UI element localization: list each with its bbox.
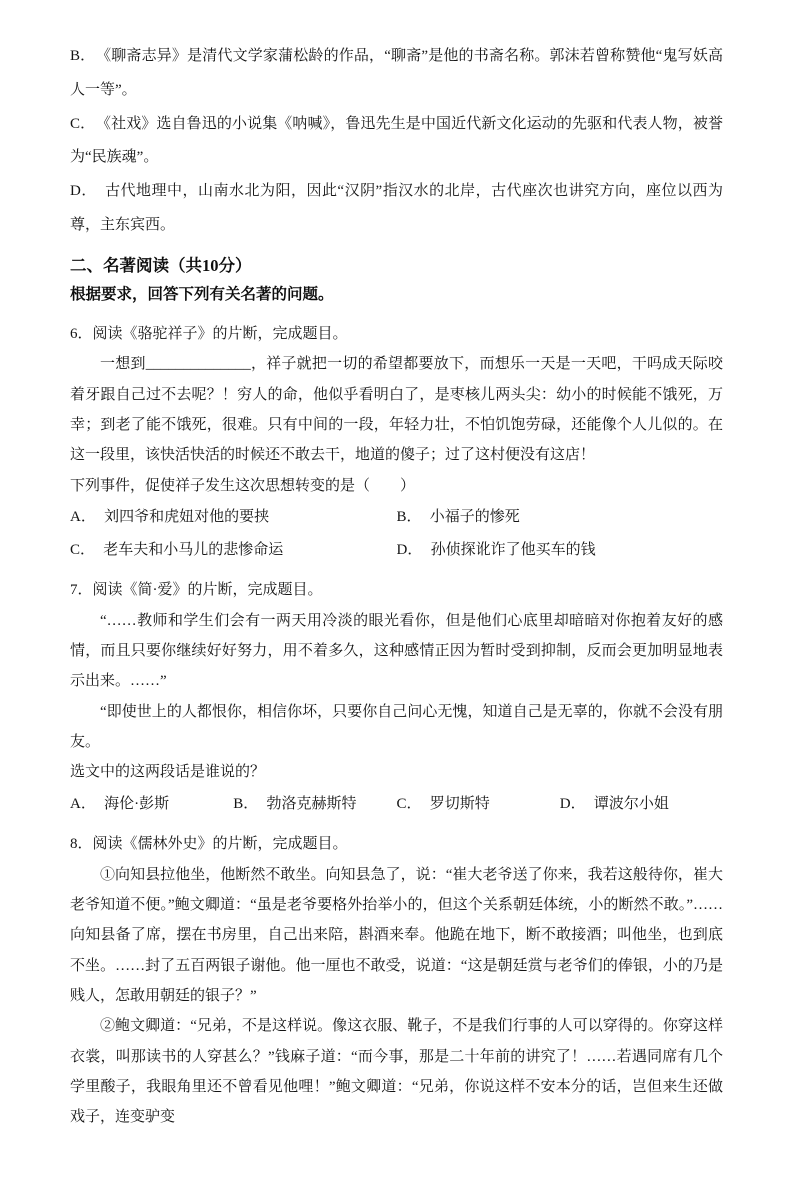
option-a-text: 海伦·彭斯 (104, 795, 170, 812)
question5-option-b (70, 40, 723, 108)
option-c-label: C． (70, 115, 96, 132)
question-7-option-b (233, 788, 396, 820)
option-b-text: 《聊斋志异》是清代文学家蒲松龄的作品，“聊斋”是他的书斋名称。郭沫若曾称赞他“鬼写妖高人一等”。 (70, 48, 723, 98)
question5-option-c (70, 108, 723, 176)
question-7-option-d (560, 788, 723, 820)
option-d-label: D． (70, 183, 97, 199)
section-instructions: 根据要求，回答下列有关名著的问题。 (70, 286, 334, 304)
question-7-heading: 7．阅读《简·爱》的片断，完成题目。 (70, 581, 323, 598)
option-d-text: 古代地理中，山南水北为阳，因此“汉阴”指汉水的北岸，古代座次也讲究方向，座位以西为尊，主东宾西。 (70, 183, 723, 233)
question-6-option-c (70, 534, 397, 566)
section-heading: 二、名著阅读（共10分） (70, 255, 252, 275)
option-b-label: B． (396, 509, 422, 526)
option-a-label: A． (70, 509, 96, 526)
question5-option-d (70, 175, 723, 243)
option-c-text: 罗切斯特 (429, 795, 490, 812)
question-8-heading: 8．阅读《儒林外史》的片断，完成题目。 (70, 836, 348, 853)
question-6-stem: 下列事件，促使祥子发生这次思想转变的是（ ） (70, 477, 416, 494)
question-8-passage-2: ②鲍文卿道：“兄弟，不是这样说。像这衣服、靴子，不是我们行事的人可以穿得的。你穿这样衣裳，叫那读书的人穿甚么？”钱麻子道：“而今事，那是二十年前的讲究了！……若遇同席有几个学里酸子，我眼角里还不曾看见他哩！”鲍文卿道：“兄弟，你说这样不安本分的话，岂但来生还做戏子，连变驴变 (70, 1018, 723, 1126)
option-d-text: 孙侦探讹诈了他买车的钱 (430, 541, 596, 558)
question-6-option-b (397, 501, 724, 533)
question-6-passage: 一想到______________，祥子就把一切的希望都要放下，而想乐一天是一天吧，干吗成天际咬着牙跟自己过不去呢？！穷人的命，他似乎看明白了，是枣核儿两头尖：幼小的时候能不饿死，万幸；到老了能不饿死，很难。只有中间的一段，年轻力壮，不怕饥饱劳碌，还能像个人儿似的。在这一段里，该快活快活的时候还不敢去干，地道的傻子；过了这村便没有这店！ (70, 356, 723, 464)
question-7-passage-1: “……教师和学生们会有一两天用冷淡的眼光看你，但是他们心底里却暗暗对你抱着友好的感情，而且只要你继续好好努力，用不着多久，这种感情正因为暂时受到抑制，反而会更加明显地表示出来。……” (70, 612, 723, 690)
option-d-label: D． (559, 795, 586, 812)
option-b-label: B． (233, 795, 259, 812)
option-b-label: B． (70, 48, 96, 64)
question-7 (70, 575, 723, 820)
question-8-passage-1: ①向知县拉他坐，他断然不敢坐。向知县急了，说：“崔大老爷送了你来，我若这般待你，崔大老爷知道不便。”鲍文卿道：“虽是老爷要格外抬举小的，但这个关系朝廷体统，小的断然不敢。”……向知县备了席，摆在书房里，自己出来陪，斟酒来奉。他跪在地下，断不敢接酒；叫他坐，也到底不坐。……封了五百两银子谢他。他一厘也不敢受，说道：“这是朝廷赏与老爷们的俸银，小的乃是贱人，怎敢用朝廷的银子？” (70, 866, 723, 1005)
option-b-text: 勃洛克赫斯特 (266, 795, 357, 812)
option-a-label: A． (70, 795, 96, 812)
question-7-stem: 选文中的这两段话是谁说的？ (70, 764, 266, 781)
question-6 (70, 319, 723, 566)
option-c-text: 《社戏》选自鲁迅的小说集《呐喊》，鲁迅先生是中国近代新文化运动的先驱和代表人物，被誉为“民族魂”。 (70, 115, 723, 166)
question-7-options (70, 788, 723, 820)
question-6-option-d (397, 534, 724, 566)
question-7-passage-2: “即使世上的人都恨你，相信你坏，只要你自己问心无愧，知道自己是无辜的，你就不会没有朋友。 (70, 703, 723, 750)
question5-remaining-options (70, 40, 723, 243)
question-7-option-a (70, 788, 233, 820)
question-6-options (70, 501, 723, 566)
option-a-text: 刘四爷和虎妞对他的要挟 (104, 509, 270, 526)
question-6-heading: 6．阅读《骆驼祥子》的片断，完成题目。 (70, 325, 348, 342)
option-b-text: 小福子的惨死 (429, 509, 520, 526)
option-c-label: C． (70, 541, 96, 558)
question-7-option-c (397, 788, 560, 820)
option-d-label: D． (396, 541, 423, 558)
question-8 (70, 829, 723, 1132)
option-c-label: C． (396, 795, 422, 812)
option-d-text: 谭波尔小姐 (593, 795, 669, 812)
question-6-option-a (70, 501, 397, 533)
option-c-text: 老车夫和小马儿的悲惨命运 (103, 541, 284, 558)
